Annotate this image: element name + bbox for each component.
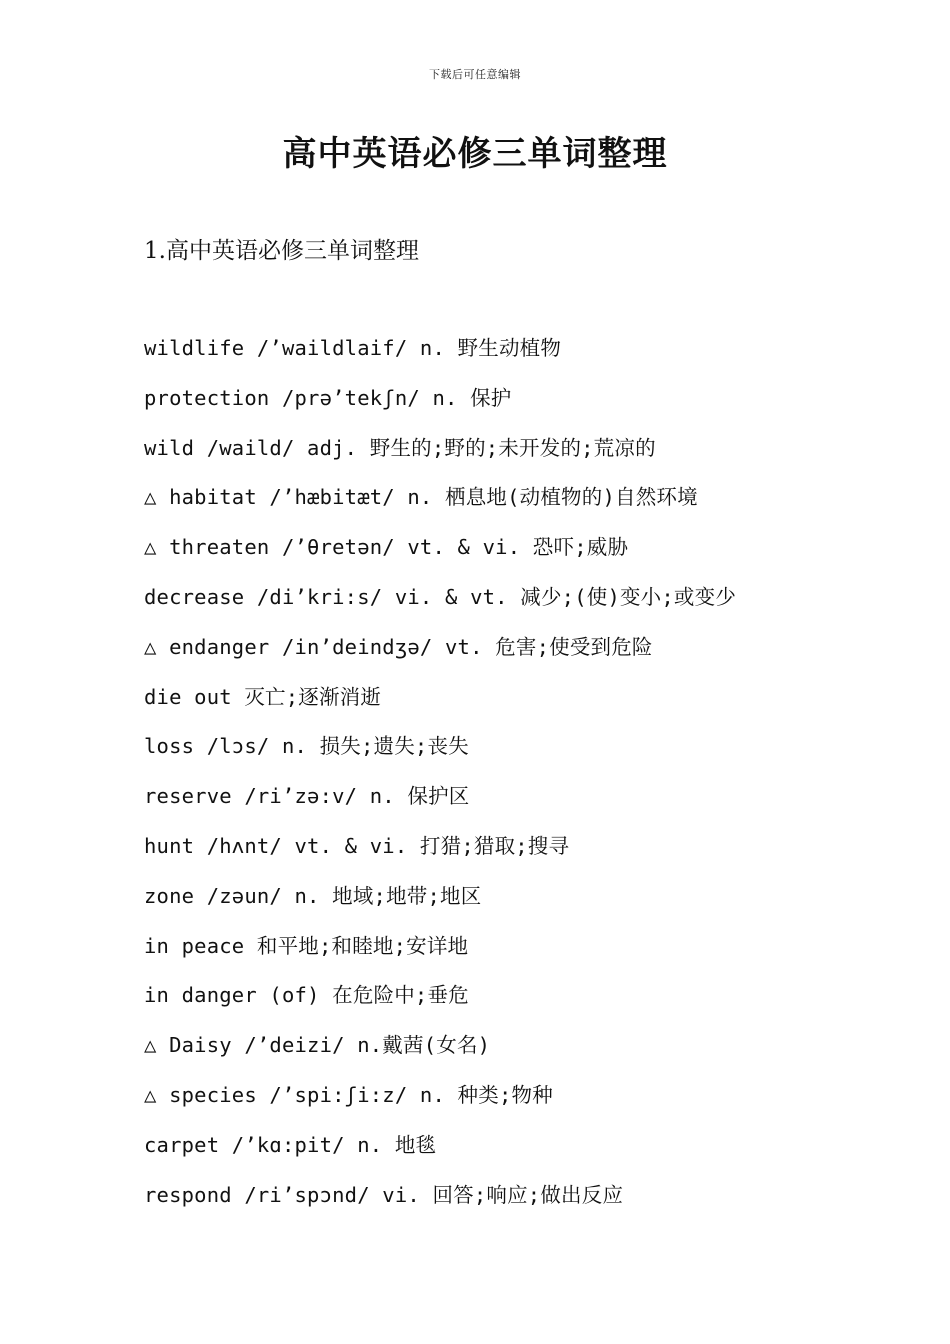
vocab-entry: △ Daisy /’deizi/ n.戴茜(女名): [144, 1033, 491, 1058]
vocab-entry: protection /prə’tekʃn/ n. 保护: [144, 385, 512, 410]
vocab-entry: wild /waild/ adj. 野生的;野的;未开发的;荒凉的: [144, 435, 656, 460]
vocab-entry: respond /ri’spɔnd/ vi. 回答;响应;做出反应: [144, 1182, 624, 1207]
vocab-entry: △ species /’spi:ʃi:z/ n. 种类;物种: [144, 1082, 553, 1107]
header-note: 下载后可任意编辑: [429, 68, 521, 81]
vocab-entry: △ threaten /’θretən/ vt. & vi. 恐吓;威胁: [144, 535, 629, 560]
vocab-entry: loss /lɔs/ n. 损失;遗失;丧失: [144, 734, 469, 759]
vocabulary-list: [144, 332, 736, 1228]
vocab-entry: carpet /’kɑ:pit/ n. 地毯: [144, 1132, 437, 1157]
vocab-entry: wildlife /’waildlaif/ n. 野生动植物: [144, 336, 562, 360]
vocab-entry: hunt /hʌnt/ vt. & vi. 打猎;猎取;搜寻: [144, 833, 570, 858]
vocab-entry: zone /zəun/ n. 地域;地带;地区: [144, 883, 482, 908]
vocab-entry: die out 灭亡;逐渐消逝: [144, 684, 382, 709]
vocab-entry: in peace 和平地;和睦地;安详地: [144, 933, 469, 958]
vocab-entry: in danger (of) 在危险中;垂危: [144, 983, 469, 1008]
document-title: 高中英语必修三单词整理: [282, 134, 668, 174]
vocab-entry: △ habitat /’hæbitæt/ n. 栖息地(动植物的)自然环境: [144, 485, 698, 510]
vocab-entry: reserve /ri’zə:v/ n. 保护区: [144, 784, 470, 809]
section-heading: 1.高中英语必修三单词整理: [144, 238, 419, 264]
vocab-entry: decrease /di’kri:s/ vi. & vt. 减少;(使)变小;或变少: [144, 584, 737, 609]
vocab-entry: △ endanger /in’deindʒə/ vt. 危害;使受到危险: [144, 634, 653, 659]
